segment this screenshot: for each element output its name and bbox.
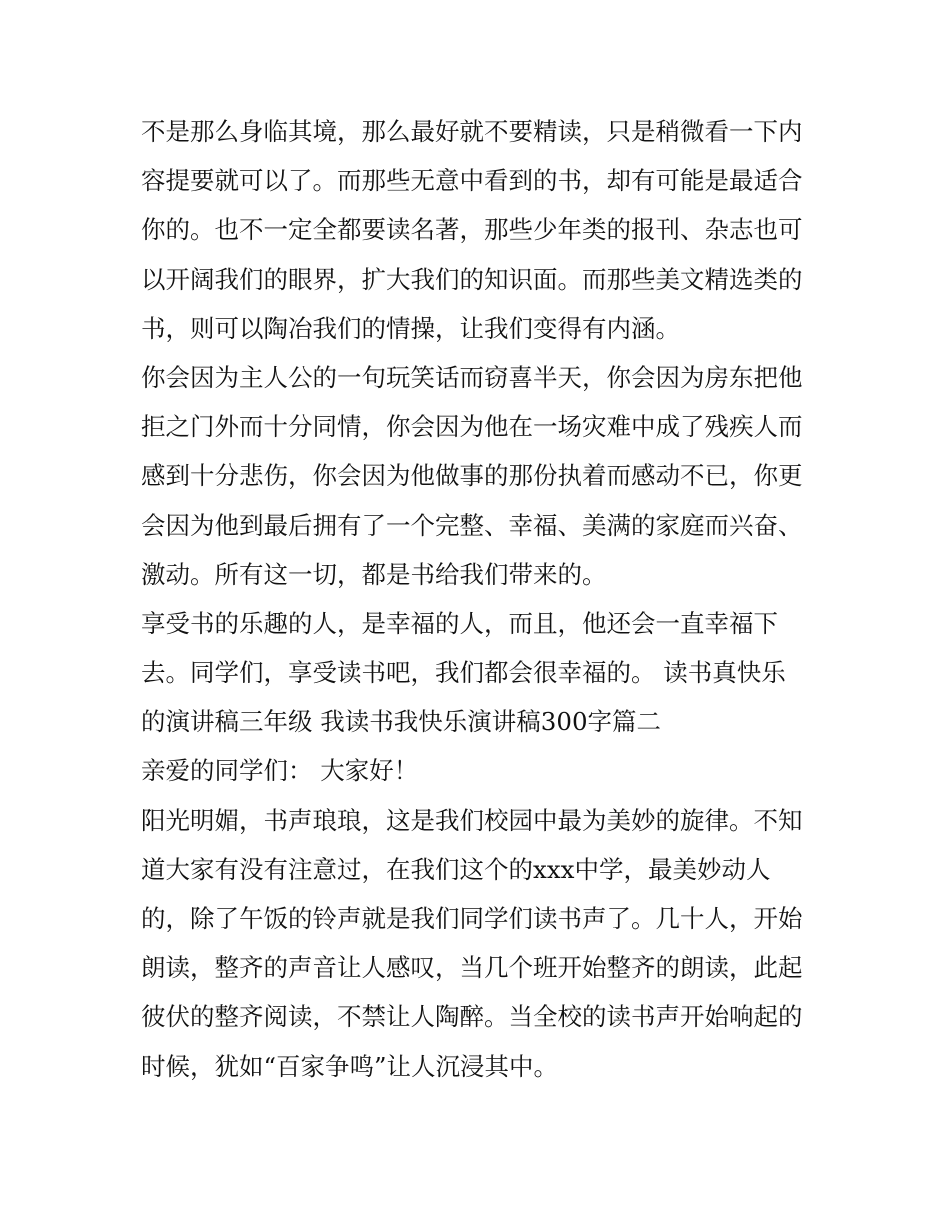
text-line-8: 感到十分悲伤，你会因为他做事的那份执着而感动不已，你更 (141, 461, 803, 491)
text-line-1: 不是那么身临其境，那么最好就不要精读，只是稍微看一下内 (141, 117, 803, 146)
text-line-15: 阳光明媚，书声琅琅，这是我们校园中最为美妙的旋律。不知 (141, 805, 803, 835)
text-line-14: 亲爱的同学们： 大家好！ (141, 756, 419, 786)
text-line-4: 以开阔我们的眼界，扩大我们的知识面。而那些美文精选类的 (141, 264, 803, 294)
text-line-9: 会因为他到最后拥有了一个完整、幸福、美满的家庭而兴奋、 (141, 510, 803, 540)
text-line-18: 朗读，整齐的声音让人感叹，当几个班开始整齐的朗读，此起 (141, 953, 803, 983)
text-line-16: 道大家有没有注意过，在我们这个的xxx中学，最美妙动人 (141, 854, 771, 884)
text-line-11: 享受书的乐趣的人，是幸福的人，而且，他还会一直幸福下 (141, 608, 778, 638)
text-line-19: 彼伏的整齐阅读，不禁让人陶醉。当全校的读书声开始响起的 (141, 1002, 803, 1032)
text-line-10: 激动。所有这一切，都是书给我们带来的。 (141, 559, 607, 589)
text-line-13: 的演讲稿三年级 我读书我快乐演讲稿300字篇二 (141, 707, 662, 737)
text-line-2: 容提要就可以了。而那些无意中看到的书，却有可能是最适合 (141, 166, 803, 196)
text-line-20: 时候，犹如“百家争鸣”让人沉浸其中。 (141, 1051, 559, 1081)
text-line-12: 去。同学们，享受读书吧，我们都会很幸福的。 读书真快乐 (141, 658, 786, 688)
text-line-5: 书，则可以陶冶我们的情操，让我们变得有内涵。 (141, 313, 680, 343)
text-line-3: 你的。也不一定全都要读名著，那些少年类的报刊、杂志也可 (141, 215, 803, 245)
text-line-17: 的，除了午饭的铃声就是我们同学们读书声了。几十人，开始 (141, 904, 803, 933)
text-line-7: 拒之门外而十分同情，你会因为他在一场灾难中成了残疾人而 (141, 412, 803, 442)
document-body (141, 107, 813, 1091)
text-line-6: 你会因为主人公的一句玩笑话而窃喜半天，你会因为房东把他 (141, 362, 803, 392)
